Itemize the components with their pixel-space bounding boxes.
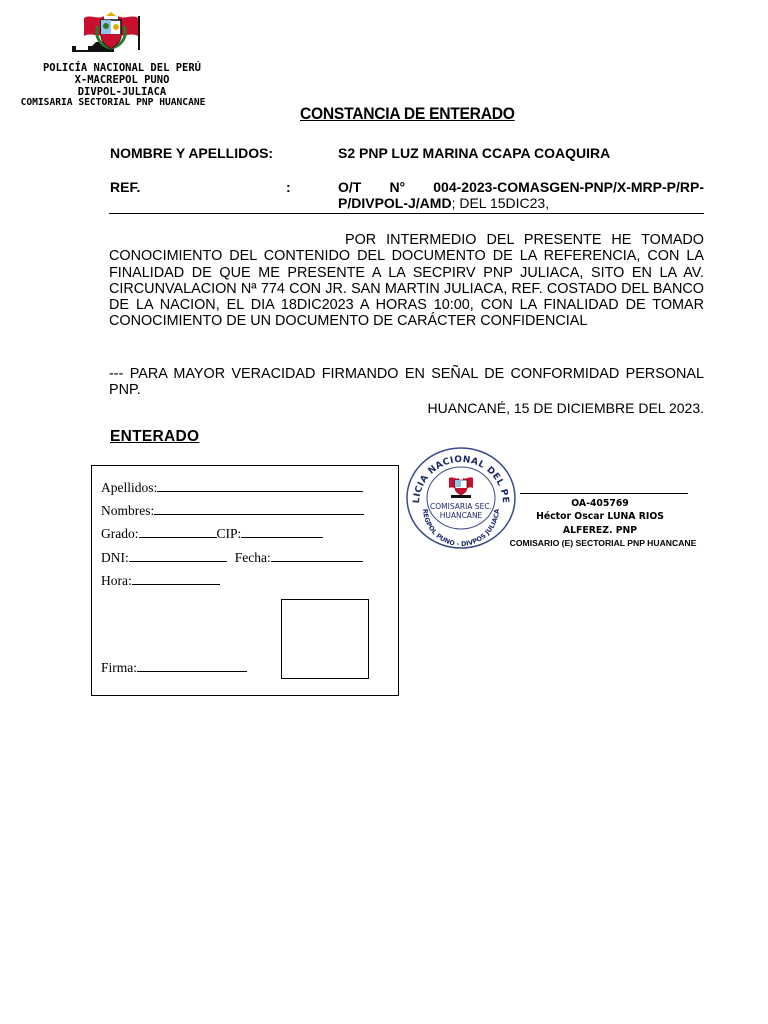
stamp-arc-top: LICIA NACIONAL DEL PE [411,454,511,504]
header-line-2: X-MACREPOL PUNO [74,74,170,86]
enterado-heading: ENTERADO [110,428,200,445]
hora-row [101,573,220,589]
hora-line [132,573,220,585]
acknowledgement-form-box [91,465,399,696]
body-paragraph-1 [109,232,704,330]
apellidos-line [157,480,363,492]
nombres-line [154,503,364,515]
hora-label: Hora: [101,573,132,588]
fecha-line [271,550,363,562]
ref-value-bold: O/T N° 004-2023-COMASGEN-PNP/X-MRP-P/RP-P/DIVPOL-J/AMD [338,179,704,211]
signature-name: Héctor Oscar LUNA RIOS [536,511,664,522]
name-value: S2 PNP LUZ MARINA CCAPA COAQUIRA [338,145,611,161]
nombres-row [101,503,364,519]
firma-row [101,660,247,676]
firma-line [137,660,247,672]
stamp-center-line-1: COMISARIA SEC. [430,502,492,511]
stamp-center-line-2: HUANCANE [439,511,483,520]
grado-cip-row [101,526,323,542]
apellidos-label: Apellidos: [101,480,158,495]
header-line-1: POLICÍA NACIONAL DEL PERÚ [42,62,202,74]
body-paragraph-2: --- PARA MAYOR VERACIDAD FIRMANDO EN SEÑAL DE CONFORMIDAD PERSONAL PNP. [109,366,704,399]
document-title: CONSTANCIA DE ENTERADO [300,104,515,123]
firma-label: Firma: [101,660,137,675]
cip-line [241,526,323,538]
date-line: HUANCANÉ, 15 DE DICIEMBRE DEL 2023. [427,400,704,416]
cip-label: CIP: [216,526,242,541]
grado-label: Grado: [101,526,139,541]
header-line-3: DIVPOL-JULIACA [77,86,167,98]
fecha-label: Fecha: [234,550,271,565]
nombres-label: Nombres: [101,503,155,518]
dni-line [129,550,227,562]
apellidos-row [101,480,363,496]
header-line-4: COMISARIA SECTORIAL PNP HUANCANE [20,97,206,108]
name-label: NOMBRE Y APELLIDOS: [110,145,274,161]
ref-value-rest: ; DEL 15DIC23, [451,195,550,211]
signature-line [520,493,688,494]
fingerprint-box [281,599,369,679]
ref-label: REF. [110,179,141,195]
ref-value [338,179,704,211]
signature-rank: ALFEREZ. PNP [562,525,638,536]
grado-line [139,526,217,538]
separator-rule [109,213,704,214]
signature-code: OA-405769 [571,498,629,509]
body-paragraph-1-text: POR INTERMEDIO DEL PRESENTE HE TOMADO CONOCIMIENTO DEL CONTENIDO DEL DOCUMENTO DE LA REFERENCIA, CON LA FINALIDAD DE QUE ME PRESENTE A LA SECPIRV PNP JULIACA, SITO EN LA AV. CIRCUNVALACION Nª 774 CON JR. SAN MARTIN JULIACA, REF. COSTADO DEL BANCO DE LA NACION, EL DIA 18DIC2023 A HORAS 10:00, CON LA FINALIDAD DE TOMAR CONOCIMIENTO DE UN DOCUMENTO DE CARÁCTER CONFIDENCIAL [109,232,704,330]
stamp-arc-bottom: REGPOL PUNO - DIVPOS JULIACA [420,508,502,549]
dni-label: DNI: [101,550,129,565]
pnp-emblem-logo [70,12,152,56]
ref-colon: : [286,179,291,195]
official-seal-stamp [405,446,517,550]
signature-position: COMISARIO (E) SECTORIAL PNP HUANCANE [509,538,697,548]
dni-fecha-row [101,550,363,566]
